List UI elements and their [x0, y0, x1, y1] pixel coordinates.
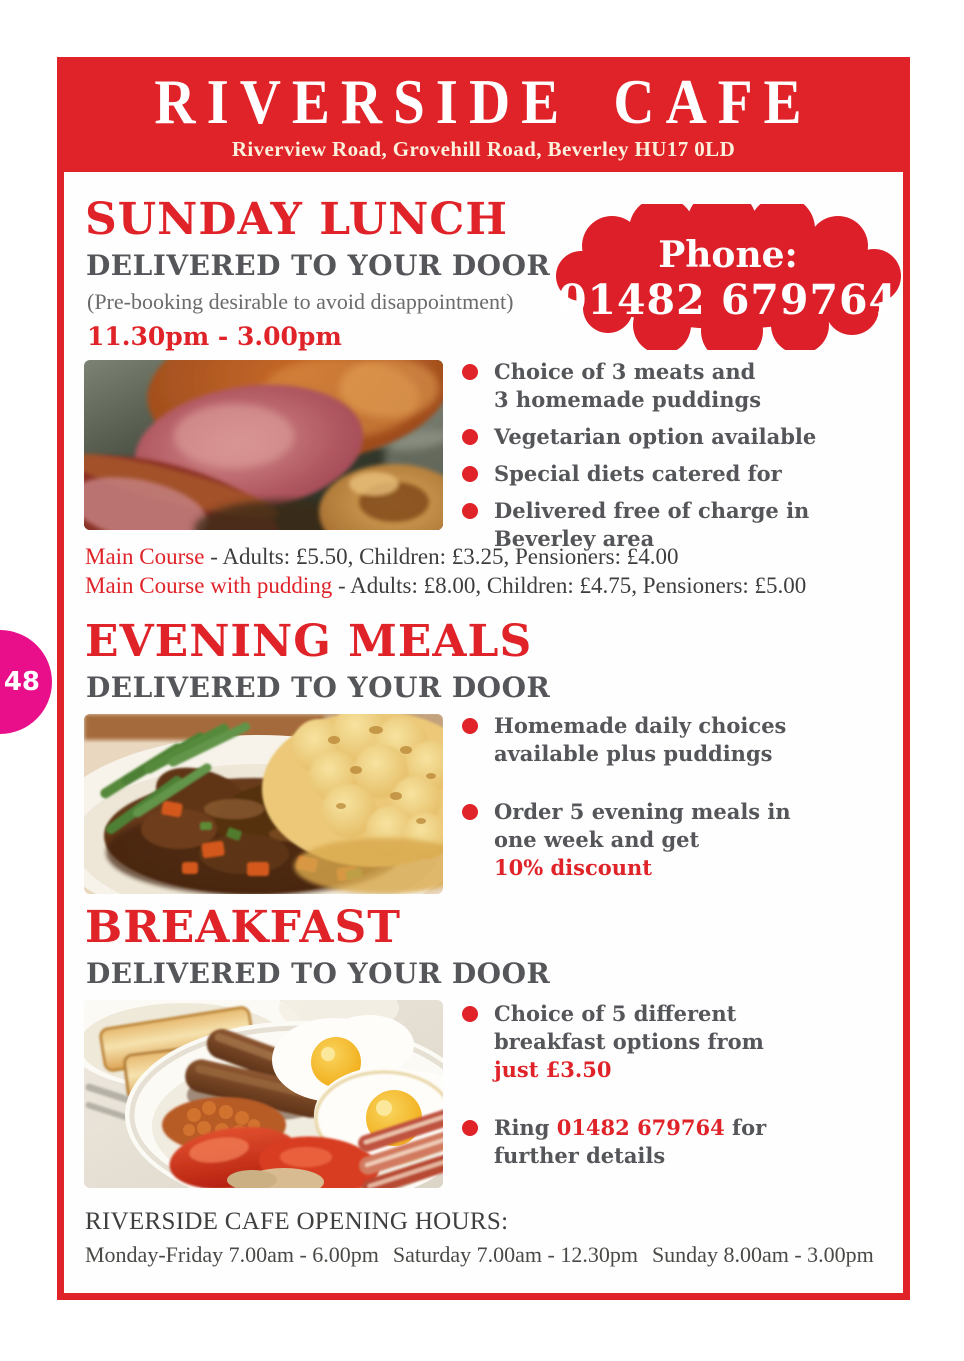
price-line-main-course	[85, 542, 895, 571]
list-item	[462, 712, 862, 768]
sunday-lunch-subtitle: DELIVERED TO YOUR DOOR	[86, 249, 551, 282]
hours-sunday: Sunday 8.00am - 3.00pm	[651, 1242, 874, 1267]
bullet-text: Beverley area	[494, 526, 655, 551]
bullet-text: Order 5 evening meals in	[494, 799, 791, 824]
bullet-text: for	[724, 1115, 767, 1140]
phone-number: 01482 679764	[557, 276, 899, 324]
bullet-icon	[462, 466, 478, 482]
price-label: Main Course with pudding	[85, 573, 333, 598]
list-item	[462, 358, 862, 414]
page-number-badge	[0, 630, 52, 734]
list-item	[462, 423, 862, 451]
hours-saturday: Saturday 7.00am - 12.30pm	[392, 1242, 638, 1267]
list-item	[462, 1114, 862, 1170]
bullet-text: Choice of 3 meats and	[494, 359, 756, 384]
page-number: 48	[3, 667, 40, 697]
evening-meals-subtitle: DELIVERED TO YOUR DOOR	[86, 671, 551, 704]
bullet-text: Ring	[494, 1115, 557, 1140]
opening-hours-title: RIVERSIDE CAFE OPENING HOURS:	[85, 1208, 509, 1235]
breakfast-title: BREAKFAST	[85, 902, 401, 953]
list-item	[462, 460, 862, 488]
evening-meals-bullets	[462, 712, 862, 891]
phone-bubble	[550, 204, 906, 350]
hours-monday-friday: Monday-Friday 7.00am - 6.00pm	[85, 1242, 379, 1267]
sunday-lunch-bullets	[462, 358, 862, 562]
bullet-icon	[462, 429, 478, 445]
sunday-lunch-title: SUNDAY LUNCH	[85, 194, 508, 245]
bullet-icon	[462, 364, 478, 380]
evening-meal-cottage-pie-photo	[84, 714, 443, 894]
prebooking-note: (Pre-booking desirable to avoid disappointment)	[87, 289, 514, 314]
bullet-text: available plus puddings	[494, 741, 773, 766]
evening-meals-title: EVENING MEALS	[85, 616, 533, 667]
discount-highlight: 10% discount	[494, 855, 653, 880]
sunday-lunch-times: 11.30pm - 3.00pm	[87, 322, 342, 351]
list-item	[462, 1000, 862, 1084]
phone-number-inline: 01482 679764	[556, 1115, 725, 1140]
breakfast-bullets	[462, 1000, 862, 1179]
bullet-icon	[462, 1120, 478, 1136]
bullet-icon	[462, 718, 478, 734]
bullet-text: 3 homemade puddings	[494, 387, 762, 412]
bullet-icon	[462, 503, 478, 519]
opening-hours-line	[85, 1242, 895, 1268]
cafe-flyer	[57, 57, 910, 1300]
bullet-text: Vegetarian option available	[494, 424, 817, 449]
price-line-with-pudding	[85, 571, 895, 600]
bullet-text: Choice of 5 different	[494, 1001, 737, 1026]
price-detail: - Adults: £5.50, Children: £3.25, Pensioners: £4.00	[204, 544, 679, 569]
bullet-text: one week and get	[494, 827, 700, 852]
list-item	[462, 798, 862, 882]
cafe-title: RIVERSIDE CAFE	[154, 67, 813, 138]
price-highlight: just £3.50	[494, 1057, 612, 1082]
bullet-icon	[462, 1006, 478, 1022]
bullet-text: breakfast options from	[494, 1029, 764, 1054]
price-detail: - Adults: £8.00, Children: £4.75, Pensioners: £5.00	[332, 573, 807, 598]
cafe-address: Riverview Road, Grovehill Road, Beverley HU17 0LD	[231, 137, 736, 161]
phone-label: Phone:	[658, 234, 798, 276]
bullet-text: Special diets catered for	[494, 461, 782, 486]
price-label: Main Course	[85, 544, 205, 569]
price-list	[85, 542, 895, 600]
sunday-lunch-roast-beef-photo	[84, 360, 443, 530]
bullet-text: Homemade daily choices	[494, 713, 787, 738]
breakfast-fry-up-photo	[84, 1000, 443, 1188]
bullet-text: Delivered free of charge in	[494, 498, 810, 523]
bullet-text: further details	[494, 1143, 666, 1168]
breakfast-subtitle: DELIVERED TO YOUR DOOR	[86, 957, 551, 990]
header-banner	[64, 64, 903, 172]
bullet-icon	[462, 804, 478, 820]
